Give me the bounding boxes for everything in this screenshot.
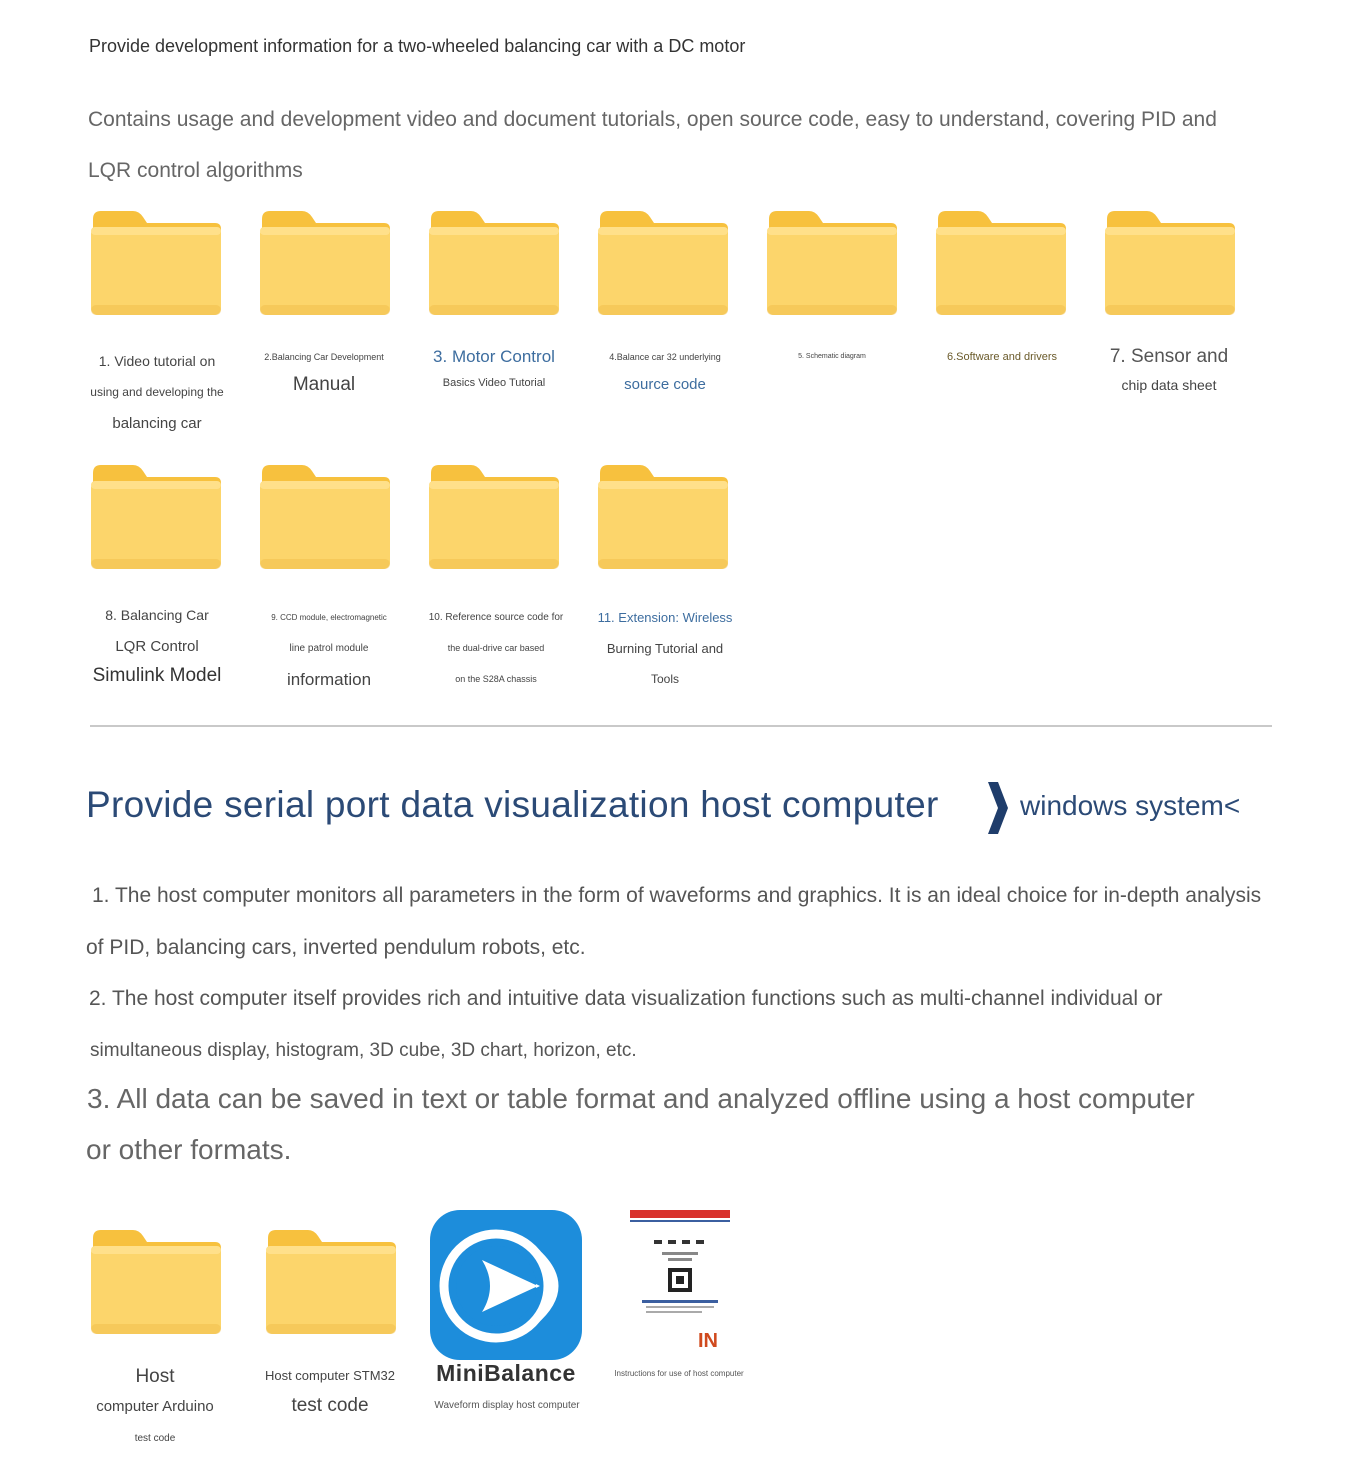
feature-paragraph-1: 1. The host computer monitors all parameters in the form of waveforms and graphics. It is an ideal choice for in-depth analysis bbox=[92, 884, 1262, 907]
folder-label-ccd-module[interactable]: 9. CCD module, electromagnetic line patrol module information bbox=[271, 613, 387, 689]
feature-paragraph-2: 2. The host computer itself provides rich and intuitive data visualization functions such as multi-channel individual or bbox=[89, 987, 1163, 1010]
folder-icon[interactable] bbox=[89, 209, 223, 319]
folder-icon[interactable] bbox=[427, 209, 561, 319]
folder-label-sensor-datasheet[interactable]: 7. Sensor and chip data sheet bbox=[1109, 346, 1229, 393]
folder-label-software-drivers[interactable]: 6.Software and drivers bbox=[946, 351, 1058, 363]
feature-paragraph-3-cont: or other formats. bbox=[86, 1134, 292, 1165]
folder-label-lqr-simulink[interactable]: 8. Balancing Car LQR Control Simulink Model bbox=[92, 607, 222, 686]
folder-label-s28a-source[interactable]: 10. Reference source code for the dual-drive car based on the S28A chassis bbox=[428, 612, 564, 684]
section-heading: Provide serial port data visualization host computer bbox=[86, 784, 939, 825]
chevron-icon bbox=[986, 782, 1008, 834]
folder-icon[interactable] bbox=[427, 463, 561, 573]
app-name: MiniBalance bbox=[436, 1360, 576, 1386]
folder-icon[interactable] bbox=[258, 209, 392, 319]
folder-label-dev-manual[interactable]: 2.Balancing Car Development Manual bbox=[264, 352, 384, 395]
document-caption: Instructions for use of host computer bbox=[614, 1369, 744, 1378]
folder-label-source-code[interactable]: 4.Balance car 32 underlying source code bbox=[609, 352, 721, 393]
pdf-document-thumbnail[interactable] bbox=[628, 1208, 732, 1320]
intro-description: Contains usage and development video and document tutorials, open source code, easy to understand, covering PID and LQR control algorithms bbox=[88, 108, 1217, 182]
document-badge: IN bbox=[698, 1330, 718, 1352]
folder-label-stm32[interactable]: Host computer STM32 test code bbox=[264, 1368, 396, 1416]
folder-label-video-tutorial[interactable]: 1. Video tutorial on using and developing the balancing car bbox=[90, 353, 224, 432]
folder-label-motor-control[interactable]: 3. Motor Control Basics Video Tutorial bbox=[433, 347, 555, 389]
folder-icon[interactable] bbox=[89, 1228, 223, 1338]
platform-label: windows system< bbox=[1020, 790, 1241, 821]
folder-icon[interactable] bbox=[596, 209, 730, 319]
folder-label-arduino[interactable]: Host computer Arduino test code bbox=[96, 1366, 214, 1444]
feature-paragraph-3: 3. All data can be saved in text or table format and analyzed offline using a host computer bbox=[87, 1083, 1195, 1114]
folder-icon[interactable] bbox=[264, 1228, 398, 1338]
folder-label-wireless-burning[interactable]: 11. Extension: Wireless Burning Tutorial and Tools bbox=[597, 610, 733, 686]
folder-icon[interactable] bbox=[596, 463, 730, 573]
feature-paragraph-1-cont: of PID, balancing cars, inverted pendulum robots, etc. bbox=[86, 936, 586, 959]
folder-label-schematic[interactable]: 5. Schematic diagram bbox=[798, 353, 866, 360]
minibalance-app-icon[interactable] bbox=[430, 1210, 582, 1360]
feature-paragraph-2-cont: simultaneous display, histogram, 3D cube, 3D chart, horizon, etc. bbox=[90, 1040, 637, 1061]
section-divider bbox=[90, 725, 1272, 727]
folder-icon[interactable] bbox=[765, 209, 899, 319]
intro-title: Provide development information for a two-wheeled balancing car with a DC motor bbox=[89, 36, 746, 56]
folder-icon[interactable] bbox=[258, 463, 392, 573]
folder-icon[interactable] bbox=[934, 209, 1068, 319]
app-caption: Waveform display host computer bbox=[434, 1400, 580, 1411]
folder-icon[interactable] bbox=[1103, 209, 1237, 319]
folder-icon[interactable] bbox=[89, 463, 223, 573]
